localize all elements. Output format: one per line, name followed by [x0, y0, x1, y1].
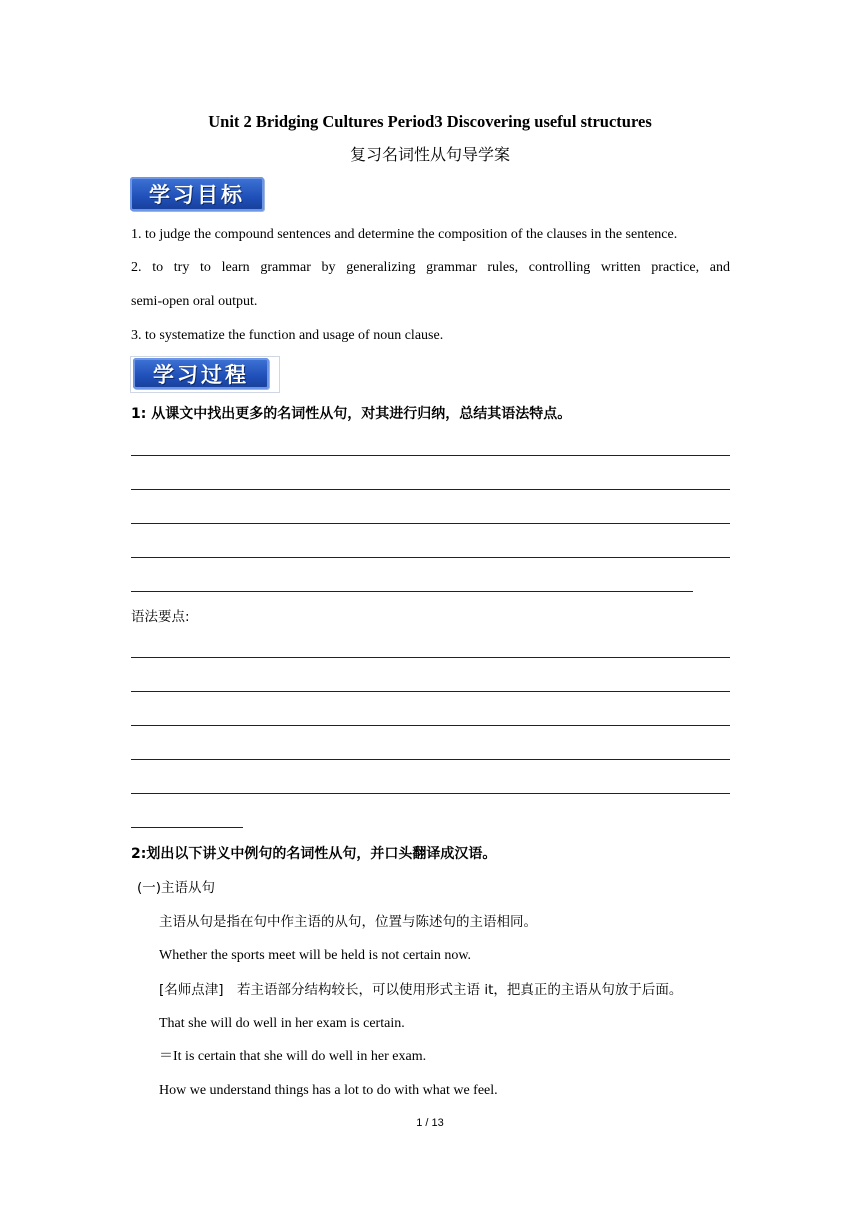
objectives-badge	[130, 177, 264, 211]
answer-line[interactable]	[131, 691, 730, 692]
process-badge-label: 学习过程	[153, 362, 249, 387]
section-line: 主语从句是指在句中作主语的从句，位置与陈述句的主语相同。	[159, 914, 537, 930]
example-sentence: That she will do well in her exam is certain.	[159, 1016, 405, 1031]
answer-line[interactable]	[131, 827, 243, 828]
grammar-points-label: 语法要点:	[131, 609, 190, 625]
objective-2-cont: semi-open oral output.	[131, 294, 258, 309]
page-subtitle: 复习名词性从句导学案	[349, 145, 510, 164]
task-2-heading: 2:划出以下讲义中例句的名词性从句，并口头翻译成汉语。	[131, 846, 497, 862]
answer-line[interactable]	[131, 591, 693, 592]
answer-line[interactable]	[131, 523, 730, 524]
objective-2: 2. to try to learn grammar by generalizing grammar rules, controlling written practice, and	[131, 260, 730, 275]
page-title: Unit 2 Bridging Cultures Period3 Discovering useful structures	[208, 112, 652, 131]
objective-3: 3. to systematize the function and usage of noun clause.	[131, 328, 444, 343]
section-subject-clause-heading: (一)主语从句	[137, 880, 216, 896]
example-sentence: Whether the sports meet will be held is not certain now.	[159, 948, 472, 963]
task-1-heading: 1: 从课文中找出更多的名词性从句，对其进行归纳，总结其语法特点。	[131, 406, 572, 422]
answer-line[interactable]	[131, 657, 730, 658]
example-sentence: How we understand things has a lot to do with what we feel.	[159, 1083, 498, 1098]
answer-line[interactable]	[131, 725, 730, 726]
teacher-tip: [名师点津] 若主语部分结构较长，可以使用形式主语 it，把真正的主语从句放于后面。	[159, 982, 683, 998]
answer-line[interactable]	[131, 759, 730, 760]
answer-line[interactable]	[131, 557, 730, 558]
objective-1: 1. to judge the compound sentences and determine the composition of the clauses in the sentence.	[131, 227, 678, 242]
process-badge	[133, 358, 269, 389]
answer-line[interactable]	[131, 793, 730, 794]
answer-line[interactable]	[131, 455, 730, 456]
objectives-badge-label: 学习目标	[149, 183, 245, 207]
page-number: 1 / 13	[416, 1117, 444, 1129]
example-sentence: ＝It is certain that she will do well in her exam.	[159, 1049, 427, 1064]
answer-line[interactable]	[131, 489, 730, 490]
